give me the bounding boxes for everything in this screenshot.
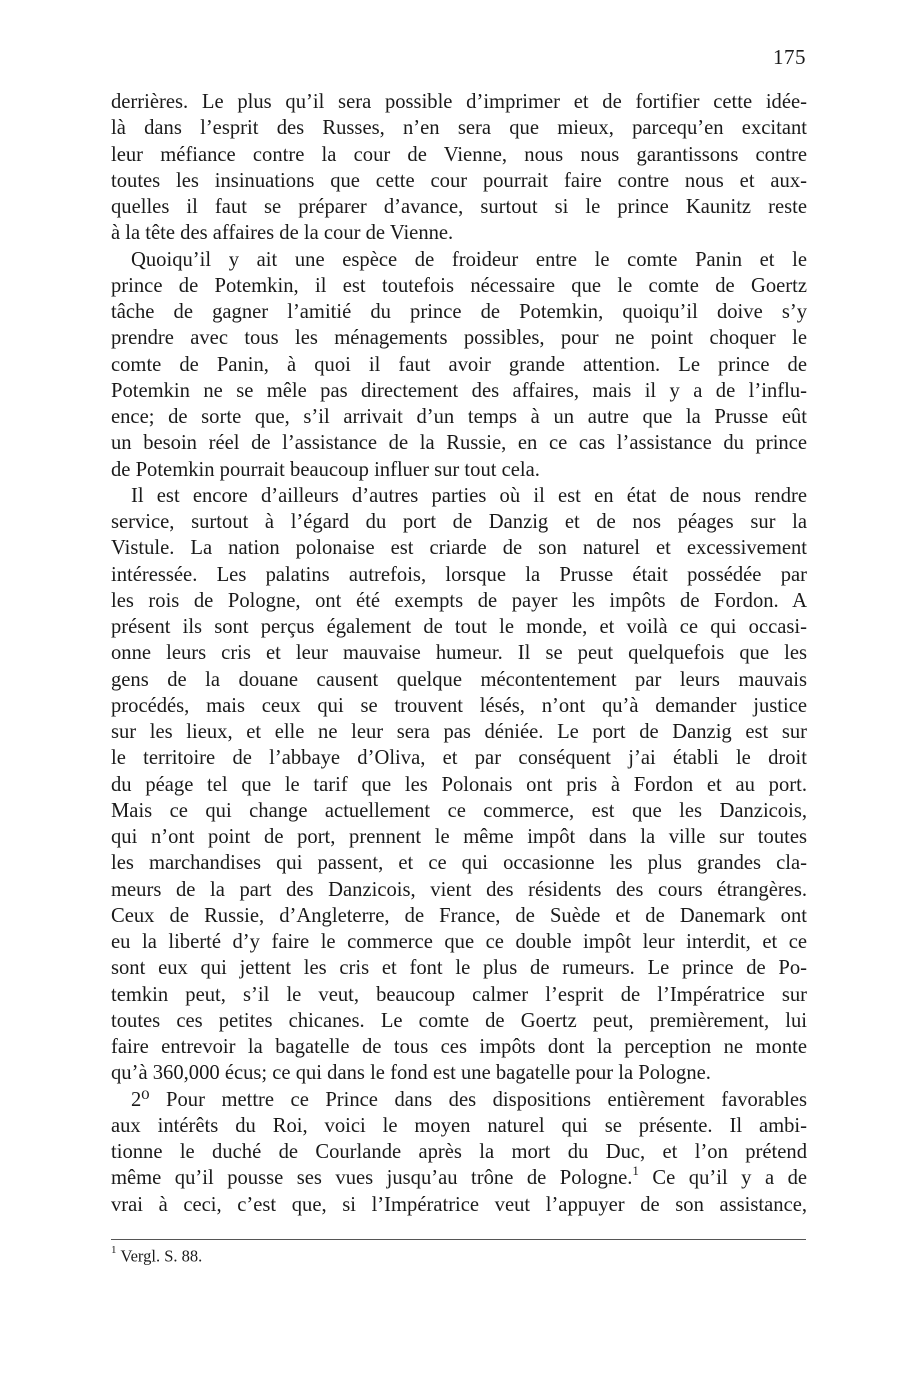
paragraph-3 <box>111 483 807 1087</box>
text-line: du péage tel que le tarif que les Polonais ont pris à Fordon et au port. <box>111 773 807 796</box>
text-line: toutes ces petites chicanes. Le comte de Goertz peut, premièrement, lui <box>111 1009 807 1032</box>
text-line: intéressée. Les palatins autrefois, lorsque la Prusse était possédée par <box>111 563 807 586</box>
text-line: eu la liberté d’y faire le commerce que ce double impôt leur interdit, et ce <box>111 931 807 953</box>
page-number: 175 <box>773 45 806 69</box>
paragraph-2 <box>111 247 807 483</box>
paragraph-1 <box>111 89 807 247</box>
text-line: derrières. Le plus qu’il sera possible d’imprimer et de fortifier cette idée- <box>111 91 807 113</box>
text-line: les marchandises qui passent, et ce qui occasionne les plus grandes cla- <box>111 852 807 875</box>
text-line <box>111 1087 807 1113</box>
text-line: toutes les insinuations que cette cour pourrait faire contre nous et aux- <box>111 169 807 192</box>
footnote <box>111 1241 511 1268</box>
text-line <box>111 1165 807 1191</box>
text-line: prendre avec tous les ménagements possibles, pour ne point choquer le <box>111 327 807 350</box>
text-line: Quoiqu’il y ait une espèce de froideur entre le comte Panin et le <box>131 248 807 271</box>
text-line: prince de Potemkin, il est toutefois nécessaire que le comte de Goertz <box>111 274 807 297</box>
text-line: qui n’ont point de port, prennent le même impôt dans la ville sur toutes <box>111 826 807 848</box>
text-line: présent ils sont perçus également de tout le monde, et voilà ce qui occasi- <box>111 616 807 638</box>
text-line: à la tête des affaires de la cour de Vienne. <box>111 222 454 245</box>
text-line: temkin peut, s’il le veut, beaucoup calmer l’esprit de l’Impératrice sur <box>111 983 807 1006</box>
text-line: Potemkin ne se mêle pas directement des affaires, mais il y a de l’influ- <box>111 379 807 402</box>
text-line: comte de Panin, à quoi il faut avoir grande attention. Le prince de <box>111 353 807 376</box>
text-line: vrai à ceci, c’est que, si l’Impératrice veut l’appuyer de son assistance, <box>111 1193 807 1216</box>
footnote-reference[interactable]: 1 <box>632 1165 639 1179</box>
text-span: même qu’il pousse ses vues jusqu’au trône de Pologne. <box>111 1167 633 1190</box>
text-line: procédés, mais ceux qui se trouvent lésés, n’ont qu’à demander justice <box>111 694 807 717</box>
text-line: tâche de gagner l’amitié du prince de Potemkin, quoiqu’il doive s’y <box>111 301 807 323</box>
text-line: sont eux qui jettent les cris et font le plus de rumeurs. Le prince de Po- <box>111 957 807 980</box>
text-span: Ce qu’il y a de <box>638 1167 807 1190</box>
text-line: Il est encore d’ailleurs d’autres parties où il est en état de nous rendre <box>131 484 807 507</box>
text-line: aux intérêts du Roi, voici le moyen naturel qui se présente. Il ambi- <box>111 1114 807 1137</box>
text-line: onne leurs cris et leur mauvaise humeur. Il se peut quelquefois que les <box>111 642 807 665</box>
footnote-marker: 1 <box>111 1244 117 1256</box>
text-line: ence; de sorte que, s’il arrivait d’un temps à un autre que la Prusse eût <box>111 406 807 428</box>
text-line: qu’à 360,000 écus; ce qui dans le fond est une bagatelle pour la Pologne. <box>111 1062 711 1085</box>
text-line: leur méfiance contre la cour de Vienne, nous nous garantissons contre <box>111 143 807 166</box>
text-line: meurs de la part des Danzicois, vient des résidents des cours étrangères. <box>111 878 807 901</box>
text-line: faire entrevoir la bagatelle de tous ces impôts dont la perception ne monte <box>111 1036 807 1058</box>
text-line: là dans l’esprit des Russes, n’en sera que mieux, parcequ’en excitant <box>111 117 807 140</box>
footnote-divider <box>111 1239 806 1240</box>
text-span: Pour mettre ce Prince dans des dispositions entièrement favorables <box>149 1088 807 1111</box>
section-number: 2⁰ <box>131 1088 150 1111</box>
text-line: un besoin réel de l’assistance de la Russie, en ce cas l’assistance du prince <box>111 432 807 455</box>
text-line: de Potemkin pourrait beaucoup influer sur tout cela. <box>111 458 540 481</box>
text-line: tionne le duché de Courlande après la mort du Duc, et l’on prétend <box>111 1141 807 1163</box>
text-line: sur les lieux, et elle ne leur sera pas déniée. Le port de Danzig est sur <box>111 721 807 743</box>
text-line: les rois de Pologne, ont été exempts de payer les impôts de Fordon. A <box>111 589 807 612</box>
text-line: gens de la douane causent quelque mécontentement par leurs mauvais <box>111 668 807 691</box>
text-line: quelles il faut se préparer d’avance, surtout si le prince Kaunitz reste <box>111 196 807 218</box>
text-line: service, surtout à l’égard du port de Danzig et de nos péages sur la <box>111 511 807 533</box>
text-line: Mais ce qui change actuellement ce commerce, est que les Danzicois, <box>111 799 807 822</box>
text-line: Vistule. La nation polonaise est criarde de son naturel et excessivement <box>111 537 807 560</box>
text-line: le territoire de l’abbaye d’Oliva, et par conséquent j’ai établi le droit <box>111 747 807 770</box>
body-text <box>111 89 807 1218</box>
paragraph-4 <box>111 1087 807 1218</box>
footnote-text: Vergl. S. 88. <box>120 1246 203 1266</box>
text-line: Ceux de Russie, d’Angleterre, de France, de Suède et de Danemark ont <box>111 904 807 927</box>
